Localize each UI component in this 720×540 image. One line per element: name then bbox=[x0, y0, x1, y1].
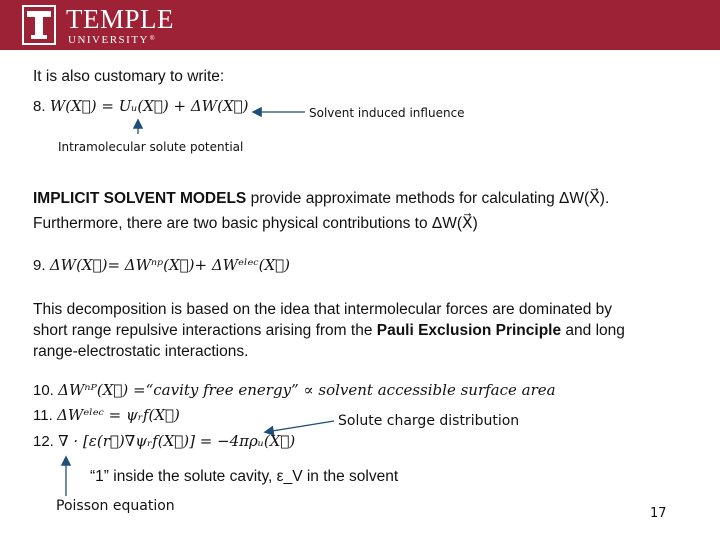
paragraph-contributions: Furthermore, there are two basic physical contributions to ΔW(X⃗) bbox=[33, 215, 478, 232]
equation-12-body: ∇ · [ε(r⃗)∇ψᵣf(X⃗)] = −4πρᵤ(X⃗) bbox=[58, 432, 296, 450]
paragraph-decomposition-3: range-electrostatic interactions. bbox=[33, 343, 249, 360]
intro-line: It is also customary to write: bbox=[33, 68, 225, 85]
pauli-principle: Pauli Exclusion Principle bbox=[376, 322, 562, 339]
equation-10-body: ΔWⁿᴾ(X⃗) =“cavity free energy” ∝ solvent accessible surface area bbox=[58, 381, 556, 399]
implicit-models-heading: IMPLICIT SOLVENT MODELS bbox=[33, 190, 247, 207]
annotation-poisson: Poisson equation bbox=[56, 498, 175, 514]
decomposition-text-b: and long bbox=[561, 322, 625, 339]
equation-11-body: ΔWᵉˡᵉᶜ = ψᵣf(X⃗) bbox=[57, 406, 180, 424]
equation-8-body: W(X⃗) = Uᵤ(X⃗) + ΔW(X⃗) bbox=[49, 97, 249, 115]
decomposition-text-a: short range repulsive interactions arising from the bbox=[33, 322, 377, 339]
implicit-models-text: provide approximate methods for calculating ΔW(X⃗). bbox=[246, 190, 610, 207]
paragraph-decomposition-1: This decomposition is based on the idea that intermolecular forces are dominated by bbox=[33, 301, 612, 318]
arrow-solute-charge bbox=[266, 421, 334, 432]
equation-8-number: 8. bbox=[33, 98, 46, 115]
equation-10-number: 10. bbox=[33, 382, 54, 399]
equation-11-number: 11. bbox=[33, 407, 53, 424]
annotation-solvent-induced: Solvent induced influence bbox=[309, 106, 465, 120]
logo-registered-mark: ® bbox=[150, 36, 155, 42]
logo-subtitle: UNIVERSITY bbox=[68, 34, 149, 46]
equation-12-note: “1” inside the solute cavity, ε_V in the solvent bbox=[90, 468, 399, 485]
page-number: 17 bbox=[650, 506, 667, 521]
logo-wordmark: TEMPLE bbox=[66, 4, 174, 34]
equation-9-body: ΔW(X⃗)= ΔWⁿᵖ(X⃗)+ ΔWᵉˡᵉᶜ(X⃗) bbox=[49, 256, 291, 274]
annotation-solute-charge: Solute charge distribution bbox=[338, 413, 520, 429]
equation-12-number: 12. bbox=[33, 433, 54, 450]
annotation-intramolecular: Intramolecular solute potential bbox=[58, 140, 244, 154]
equation-9-number: 9. bbox=[33, 257, 46, 274]
